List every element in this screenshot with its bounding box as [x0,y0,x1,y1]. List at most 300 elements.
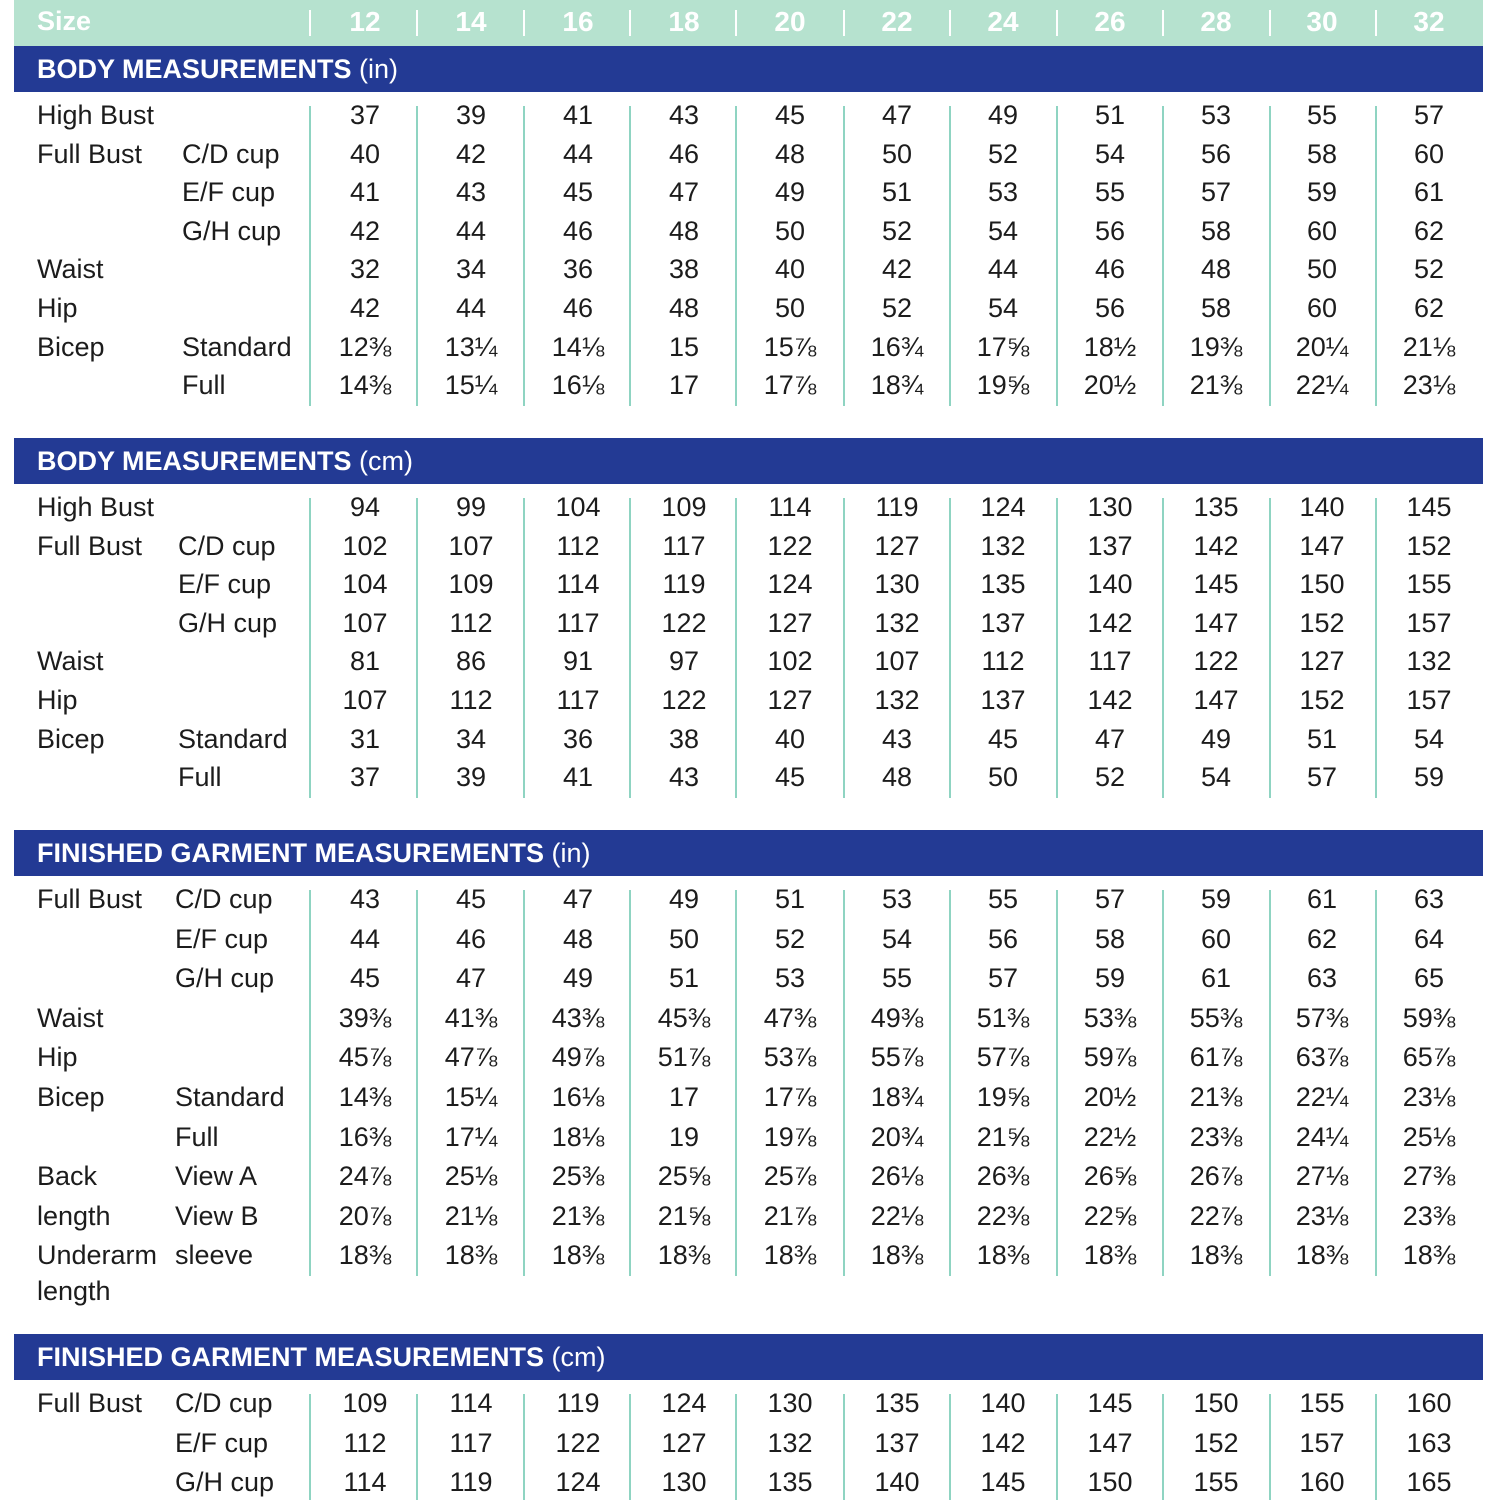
column-rule [523,1394,525,1500]
row-label: Underarm [37,1240,158,1271]
size-header-bar [14,0,1483,46]
table-cell: 37 [349,100,381,130]
table-cell: 51 [774,884,806,914]
table-cell: 132 [874,685,920,715]
table-cell: 21⅝ [657,1200,711,1231]
table-cell: 25⅛ [1402,1121,1456,1152]
table-cell: 26⅜ [976,1161,1030,1192]
table-cell: 157 [1406,685,1452,715]
table-cell: 16⅛ [551,370,605,401]
row-label: Full Bust [37,530,143,561]
table-cell: 20¼ [1295,331,1349,362]
row-sublabel: G/H cup [178,607,278,638]
table-cell: 24¼ [1295,1121,1349,1152]
table-cell: 44 [349,923,381,954]
table-cell: 94 [349,492,381,522]
table-cell: 86 [455,646,487,677]
table-cell: 53 [987,177,1019,208]
table-cell: 22½ [1083,1121,1137,1152]
table-cell: 99 [455,492,487,522]
table-cell: 43⅜ [551,1002,605,1033]
table-cell: 58 [1306,138,1338,169]
table-cell: 130 [1087,492,1133,522]
table-cell: 122 [767,530,813,561]
column-rule [523,106,525,406]
table-cell: 107 [342,685,388,715]
table-cell: 140 [874,1467,920,1498]
table-cell: 42 [349,293,381,323]
table-cell: 15¼ [444,1082,498,1112]
table-cell: 21⅛ [444,1200,498,1231]
table-cell: 38 [668,254,700,285]
table-cell: 60 [1306,215,1338,246]
table-cell: 155 [1406,569,1452,600]
table-cell: 114 [556,569,600,600]
table-cell: 147 [1193,607,1239,638]
table-cell: 51 [1306,723,1338,754]
table-cell: 45 [987,723,1019,754]
table-cell: 56 [1094,293,1126,323]
table-cell: 19⅝ [976,1082,1030,1112]
table-cell: 38 [668,723,700,754]
table-cell: 117 [662,530,706,561]
table-cell: 18⅜ [1402,1240,1456,1271]
table-cell: 22⅛ [870,1200,924,1231]
table-cell: 112 [343,1427,387,1458]
table-cell: 16¾ [870,331,924,362]
table-cell: 39⅜ [338,1002,392,1033]
row-label: Waist [37,254,104,285]
table-cell: 18⅛ [551,1121,605,1152]
table-cell: 23⅛ [1402,1082,1456,1112]
table-cell: 46 [1094,254,1126,285]
table-cell: 21⅜ [551,1200,605,1231]
size-column-30: 30 [1306,6,1338,37]
table-cell: 17¼ [444,1121,498,1152]
table-cell: 47⅞ [444,1042,498,1073]
size-column-20: 20 [774,6,806,37]
table-cell: 135 [1193,492,1239,522]
table-cell: 157 [1299,1427,1345,1458]
row-label: Bicep [37,723,105,754]
table-cell: 63 [1413,884,1445,914]
table-cell: 55⅞ [870,1042,924,1073]
table-cell: 53 [774,963,806,994]
table-cell: 61 [1306,884,1338,914]
table-cell: 45 [774,762,806,793]
table-cell: 25⅞ [763,1161,817,1192]
table-cell: 13¼ [444,331,498,362]
table-cell: 49⅜ [870,1002,924,1033]
table-cell: 43 [881,723,913,754]
table-cell: 23⅛ [1402,370,1456,401]
column-rule [309,106,311,406]
table-cell: 160 [1406,1388,1452,1418]
row-sublabel: C/D cup [175,1388,273,1418]
table-cell: 132 [874,607,920,638]
table-cell: 21⅜ [1189,1082,1243,1112]
table-cell: 49 [774,177,806,208]
table-cell: 60 [1413,138,1445,169]
table-cell: 43 [668,762,700,793]
table-cell: 45 [349,963,381,994]
section-header-band [14,46,1483,92]
table-cell: 112 [449,607,493,638]
row-sublabel: Standard [175,1082,285,1112]
table-cell: 41 [562,100,594,130]
table-cell: 16⅛ [551,1082,605,1112]
table-cell: 145 [1087,1388,1133,1418]
table-cell: 107 [874,646,920,677]
table-cell: 48 [1200,254,1232,285]
table-cell: 40 [774,254,806,285]
table-cell: 21⅞ [763,1200,817,1231]
table-cell: 60 [1306,293,1338,323]
table-cell: 55 [1094,177,1126,208]
table-cell: 59 [1306,177,1338,208]
row-sublabel: C/D cup [175,884,273,914]
section-unit: (cm) [551,1342,606,1372]
table-cell: 150 [1193,1388,1239,1418]
table-cell: 59⅜ [1402,1002,1456,1033]
table-cell: 140 [1299,492,1345,522]
table-cell: 26⅞ [1189,1161,1243,1192]
table-cell: 19⅞ [763,1121,817,1152]
table-cell: 37 [349,762,381,793]
column-rule [309,1394,311,1500]
table-cell: 41⅜ [444,1002,498,1033]
table-cell: 41 [349,177,381,208]
table-cell: 55 [881,963,913,994]
table-cell: 40 [774,723,806,754]
table-cell: 137 [1087,530,1133,561]
table-cell: 17 [668,1082,700,1112]
table-cell: 52 [881,293,913,323]
table-cell: 46 [562,215,594,246]
row-sublabel: View B [175,1200,259,1231]
table-cell: 112 [449,685,493,715]
row-sublabel: Full [178,762,222,793]
table-cell: 49 [668,884,700,914]
table-cell: 20¾ [870,1121,924,1152]
table-cell: 50 [774,293,806,323]
table-cell: 47 [881,100,913,130]
table-cell: 147 [1087,1427,1133,1458]
table-cell: 45 [562,177,594,208]
table-cell: 59 [1413,762,1445,793]
section-unit: (in) [551,838,591,868]
table-cell: 117 [449,1427,493,1458]
table-cell: 50 [668,923,700,954]
size-column-28: 28 [1200,6,1232,37]
table-cell: 63 [1306,963,1338,994]
row-label: length [37,1276,111,1307]
table-cell: 97 [668,646,700,677]
table-cell: 54 [881,923,913,954]
section-title [37,838,591,869]
table-cell: 165 [1406,1467,1452,1498]
section-title [37,54,398,85]
table-cell: 54 [1200,762,1232,793]
table-cell: 56 [1200,138,1232,169]
table-cell: 132 [980,530,1026,561]
size-header-separator [1162,10,1164,36]
table-cell: 135 [767,1467,813,1498]
table-cell: 55 [1306,100,1338,130]
section-title-text: BODY MEASUREMENTS [37,54,360,84]
size-header-separator [735,10,737,36]
table-cell: 117 [1088,646,1132,677]
table-cell: 81 [349,646,381,677]
table-cell: 119 [662,569,706,600]
table-cell: 46 [562,293,594,323]
table-cell: 18⅜ [976,1240,1030,1271]
table-cell: 34 [455,254,487,285]
table-cell: 18½ [1083,331,1137,362]
row-label: Bicep [37,331,105,362]
table-cell: 52 [881,215,913,246]
table-cell: 12⅜ [338,331,392,362]
table-cell: 32 [349,254,381,285]
table-cell: 109 [342,1388,388,1418]
table-cell: 47⅜ [763,1002,817,1033]
table-cell: 60 [1200,923,1232,954]
table-cell: 15⅞ [763,331,817,362]
size-column-22: 22 [881,6,913,37]
table-cell: 57 [987,963,1019,994]
section-title-text: FINISHED GARMENT MEASUREMENTS [37,1342,552,1372]
section-unit: (in) [359,54,399,84]
table-cell: 21⅜ [1189,370,1243,401]
table-cell: 122 [555,1427,601,1458]
table-cell: 124 [980,492,1026,522]
table-cell: 62 [1413,293,1445,323]
table-cell: 109 [448,569,494,600]
table-cell: 109 [661,492,707,522]
table-cell: 51 [1094,100,1126,130]
table-cell: 45⅜ [657,1002,711,1033]
row-label: Bicep [37,1082,105,1112]
table-cell: 42 [455,138,487,169]
table-cell: 44 [562,138,594,169]
table-cell: 55⅜ [1189,1002,1243,1033]
table-cell: 50 [881,138,913,169]
table-cell: 42 [349,215,381,246]
row-sublabel: sleeve [175,1240,254,1271]
table-cell: 53⅞ [763,1042,817,1073]
table-cell: 34 [455,723,487,754]
table-cell: 152 [1193,1427,1239,1458]
table-cell: 150 [1299,569,1345,600]
table-cell: 61 [1413,177,1445,208]
size-header-separator [843,10,845,36]
row-label: Full Bust [37,1388,143,1418]
table-cell: 50 [1306,254,1338,285]
row-sublabel: View A [175,1161,258,1192]
table-cell: 49 [1200,723,1232,754]
table-cell: 65 [1413,963,1445,994]
table-cell: 23⅜ [1189,1121,1243,1152]
size-column-24: 24 [987,6,1019,37]
table-cell: 59 [1200,884,1232,914]
size-header-separator [629,10,631,36]
table-cell: 39 [455,100,487,130]
table-cell: 54 [1413,723,1445,754]
table-cell: 22¼ [1295,1082,1349,1112]
table-cell: 102 [342,530,388,561]
column-rule [309,498,311,798]
table-cell: 52 [1413,254,1445,285]
table-cell: 127 [1299,646,1345,677]
table-cell: 135 [874,1388,920,1418]
row-sublabel: Standard [178,723,288,754]
table-cell: 48 [562,923,594,954]
size-column-12: 12 [349,6,381,37]
table-cell: 23⅛ [1295,1200,1349,1231]
row-sublabel: E/F cup [178,569,272,600]
table-cell: 112 [556,530,600,561]
table-cell: 25⅜ [551,1161,605,1192]
table-cell: 44 [455,215,487,246]
table-cell: 107 [448,530,494,561]
table-cell: 119 [556,1388,600,1418]
table-cell: 54 [987,293,1019,323]
table-cell: 91 [562,646,594,677]
table-cell: 127 [661,1427,707,1458]
table-cell: 14⅛ [551,331,605,362]
row-sublabel: Full [175,1121,219,1152]
table-cell: 47 [668,177,700,208]
table-cell: 59 [1094,963,1126,994]
table-cell: 27⅛ [1295,1161,1349,1192]
table-cell: 55 [987,884,1019,914]
table-cell: 51 [881,177,913,208]
table-cell: 157 [1406,607,1452,638]
table-cell: 62 [1306,923,1338,954]
table-cell: 127 [874,530,920,561]
table-cell: 48 [668,215,700,246]
row-sublabel: E/F cup [175,923,269,954]
section-title [37,446,413,477]
table-cell: 50 [774,215,806,246]
table-cell: 27⅜ [1402,1161,1456,1192]
table-cell: 26⅝ [1083,1161,1137,1192]
table-cell: 22⅜ [976,1200,1030,1231]
table-cell: 130 [874,569,920,600]
table-cell: 135 [980,569,1026,600]
table-cell: 56 [1094,215,1126,246]
size-column-14: 14 [455,6,487,37]
table-cell: 51 [668,963,700,994]
table-cell: 142 [1087,607,1133,638]
table-cell: 17 [668,370,700,401]
row-label: High Bust [37,100,155,130]
row-sublabel: Full [182,370,226,401]
table-cell: 132 [767,1427,813,1458]
table-cell: 127 [767,607,813,638]
table-cell: 61⅞ [1189,1042,1243,1073]
table-cell: 160 [1299,1467,1345,1498]
table-cell: 58 [1200,293,1232,323]
table-cell: 119 [875,492,919,522]
table-cell: 127 [767,685,813,715]
table-cell: 155 [1299,1388,1345,1418]
table-cell: 36 [562,723,594,754]
table-cell: 45⅞ [338,1042,392,1073]
table-cell: 36 [562,254,594,285]
table-cell: 54 [987,215,1019,246]
table-cell: 57 [1200,177,1232,208]
table-cell: 18¾ [870,370,924,401]
table-cell: 114 [449,1388,493,1418]
table-cell: 26⅛ [870,1161,924,1192]
size-column-18: 18 [668,6,700,37]
table-cell: 17⅝ [976,331,1030,362]
table-cell: 18⅜ [657,1240,711,1271]
row-sublabel: E/F cup [182,177,276,208]
row-label: Waist [37,1002,104,1033]
row-label: Full Bust [37,138,143,169]
table-cell: 124 [555,1467,601,1498]
table-cell: 104 [555,492,601,522]
column-rule [523,498,525,798]
table-cell: 25⅛ [444,1161,498,1192]
table-cell: 51⅜ [976,1002,1030,1033]
table-cell: 43 [455,177,487,208]
section-header-band [14,1334,1483,1380]
table-cell: 18⅜ [763,1240,817,1271]
table-cell: 41 [562,762,594,793]
table-cell: 58 [1200,215,1232,246]
section-header-band [14,830,1483,876]
table-cell: 22⅞ [1189,1200,1243,1231]
table-cell: 57⅜ [1295,1002,1349,1033]
table-cell: 48 [774,138,806,169]
size-header-separator [1056,10,1058,36]
table-cell: 57 [1094,884,1126,914]
size-column-32: 32 [1413,6,1445,37]
table-cell: 47 [1094,723,1126,754]
table-cell: 58 [1094,923,1126,954]
table-cell: 52 [774,923,806,954]
table-cell: 61 [1200,963,1232,994]
row-label: Full Bust [37,884,143,914]
size-header-separator [1375,10,1377,36]
table-cell: 57 [1413,100,1445,130]
table-cell: 57⅞ [976,1042,1030,1073]
table-cell: 40 [349,138,381,169]
row-sublabel: E/F cup [175,1427,269,1458]
table-cell: 122 [661,685,707,715]
table-cell: 114 [768,492,812,522]
table-cell: 39 [455,762,487,793]
table-cell: 21⅛ [1402,331,1456,362]
section-header-band [14,438,1483,484]
row-label: Back [37,1161,98,1192]
row-label: Hip [37,293,78,323]
table-cell: 137 [980,685,1026,715]
table-cell: 52 [1094,762,1126,793]
table-cell: 19⅝ [976,370,1030,401]
row-label: Hip [37,685,78,715]
table-cell: 48 [668,293,700,323]
table-cell: 117 [556,607,600,638]
row-sublabel: G/H cup [182,215,282,246]
table-cell: 155 [1193,1467,1239,1498]
table-cell: 57 [1306,762,1338,793]
size-column-26: 26 [1094,6,1126,37]
table-cell: 51⅞ [657,1042,711,1073]
